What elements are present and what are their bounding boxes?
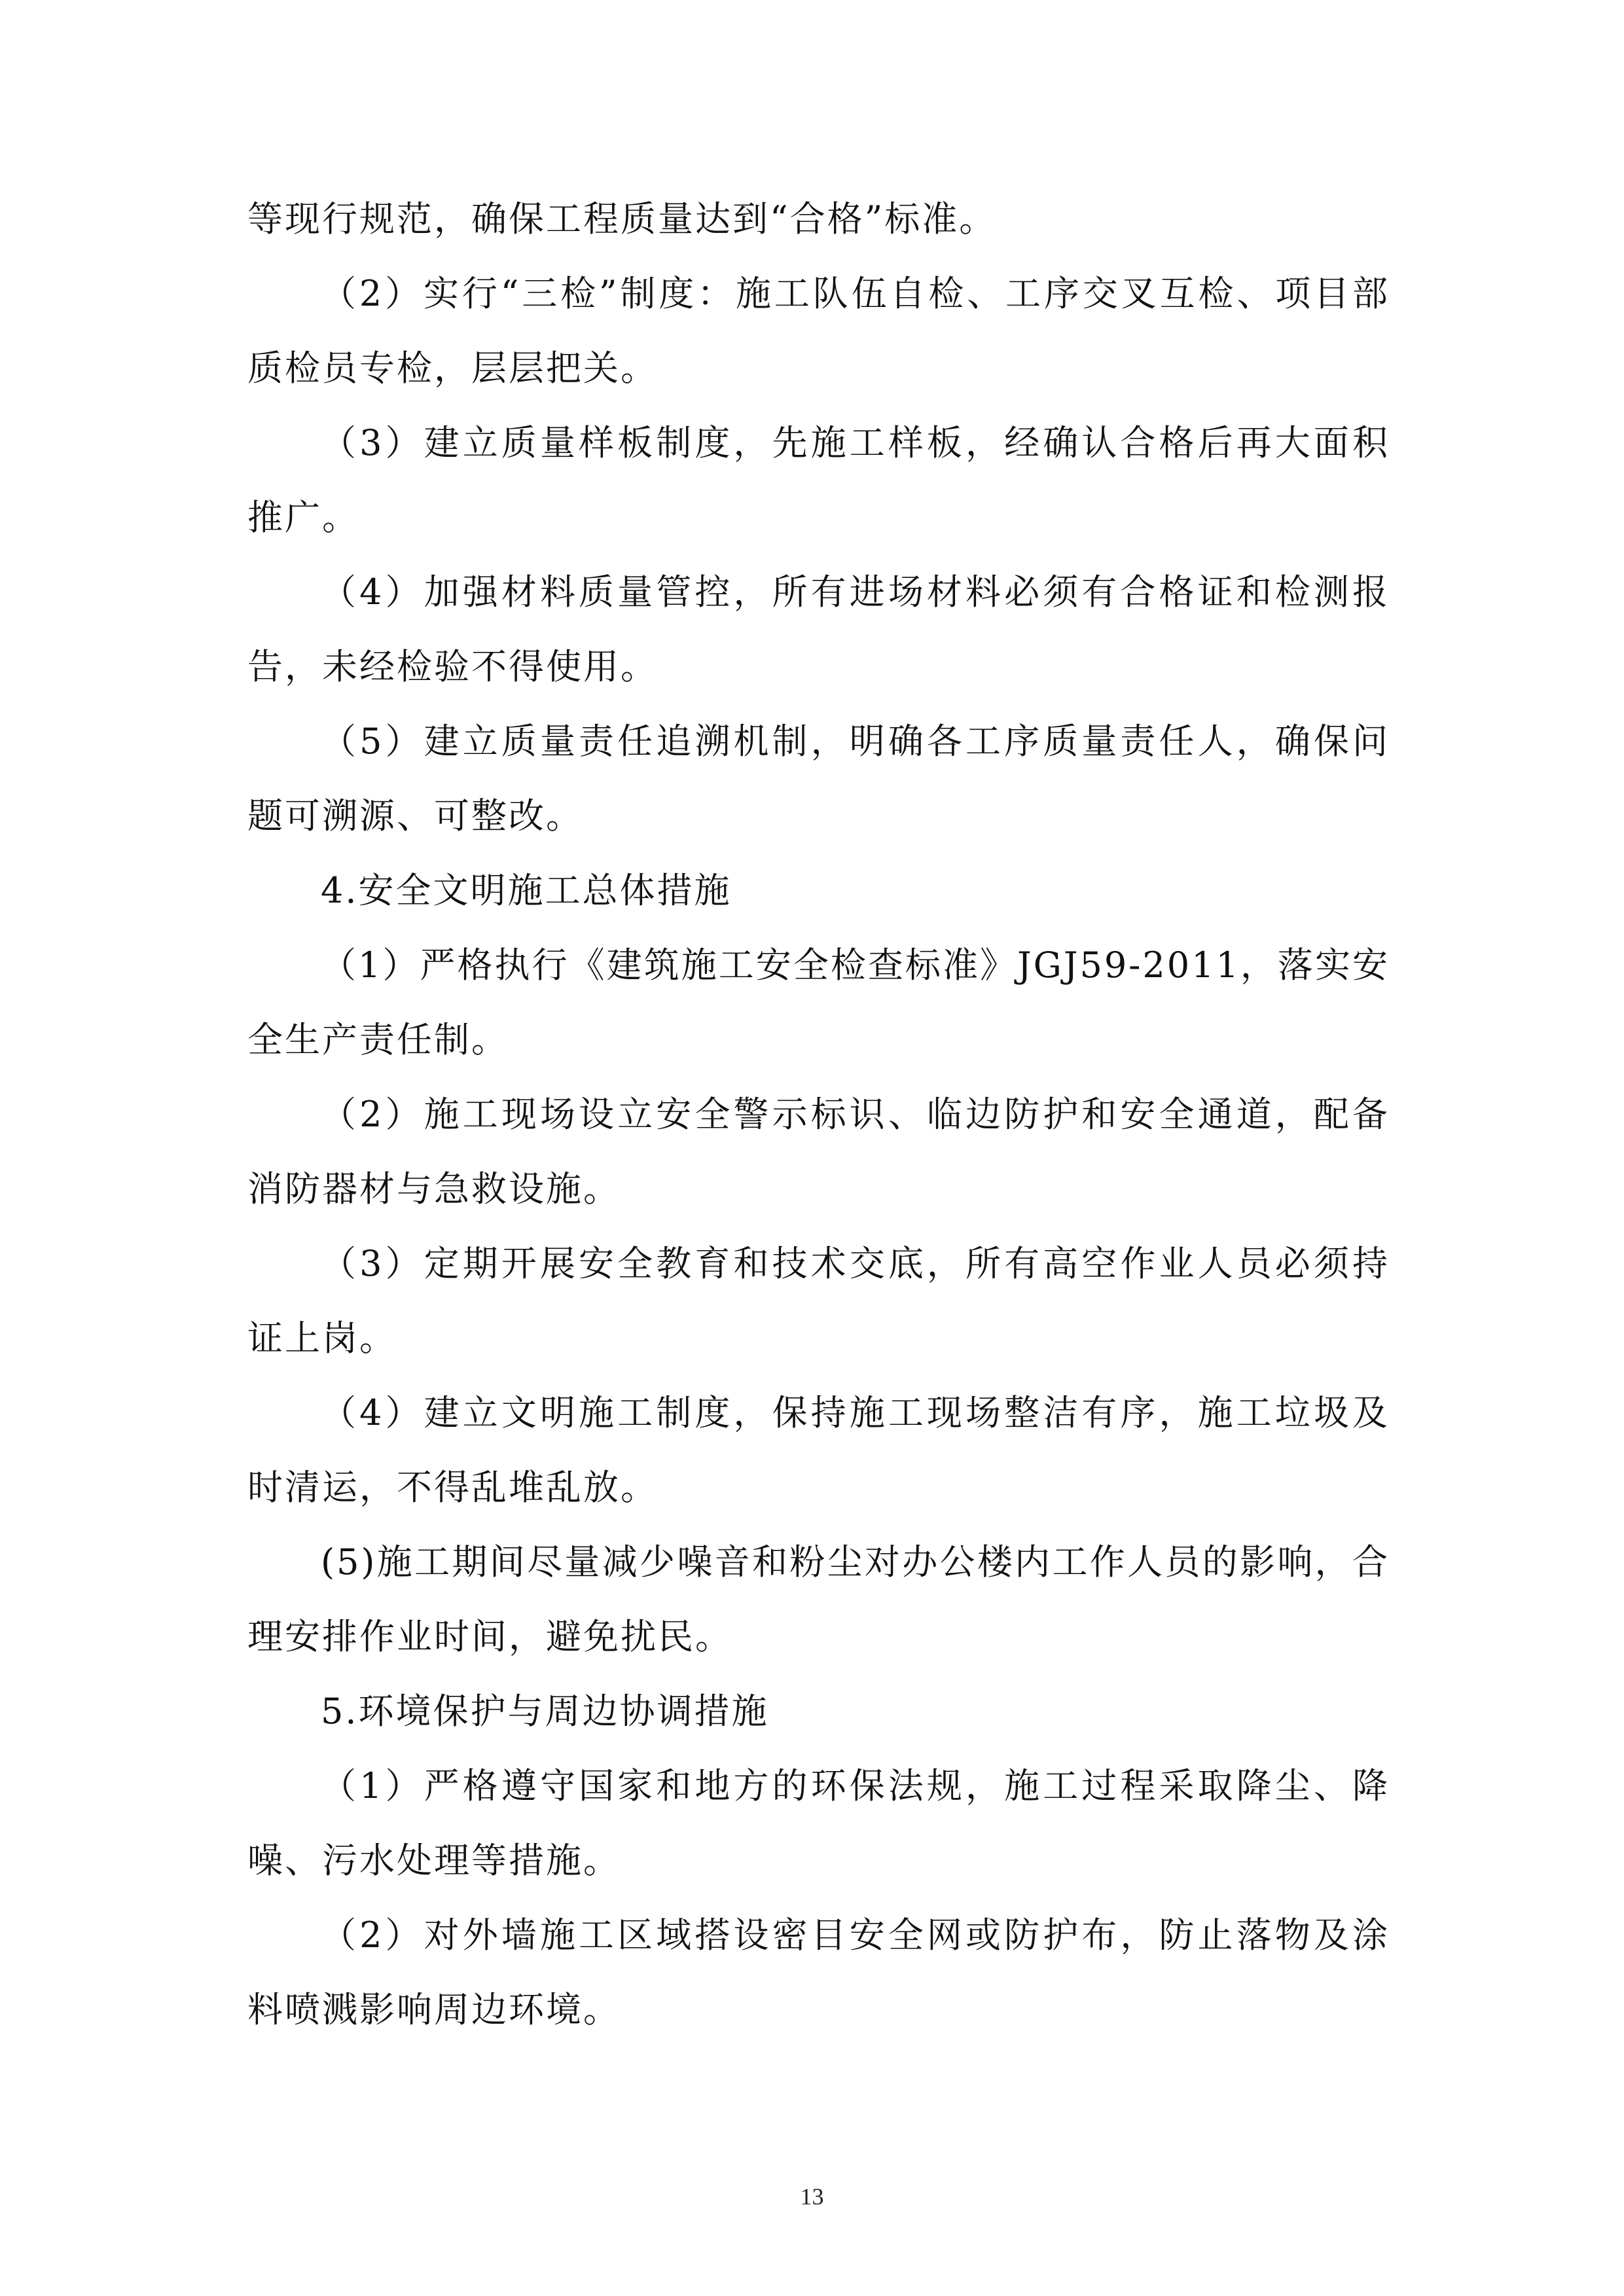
page-number: 13 [800,2183,824,2210]
paragraph-quality-item-4: （4）加强材料质量管控，所有进场材料必须有合格证和检测报告，未经检验不得使用。 [247,571,1390,687]
paragraph-safety-item-3: （3）定期开展安全教育和技术交底，所有高空作业人员必须持证上岗。 [247,1243,1390,1359]
paragraph-quality-item-2: （2）实行“三检”制度：施工队伍自检、工序交叉互检、项目部质检员专检，层层把关。 [247,273,1390,389]
paragraph-safety-item-4: （4）建立文明施工制度，保持施工现场整洁有序，施工垃圾及时清运，不得乱堆乱放。 [247,1392,1390,1508]
paragraph-quality-item-5: （5）建立质量责任追溯机制，明确各工序质量责任人，确保问题可溯源、可整改。 [247,721,1390,836]
section-heading-environment: 5.环境保护与周边协调措施 [321,1691,769,1732]
paragraph-safety-item-5: (5)施工期间尽量减少噪音和粉尘对办公楼内工作人员的影响，合理安排作业时间，避免扰民。 [247,1541,1390,1657]
paragraph-continuation: 等现行规范，确保工程质量达到“合格”标准。 [247,198,997,240]
paragraph-safety-item-2: （2）施工现场设立安全警示标识、临边防护和安全通道，配备消防器材与急救设施。 [247,1094,1390,1210]
paragraph-environment-item-1: （1）严格遵守国家和地方的环保法规，施工过程采取降尘、降噪、污水处理等措施。 [247,1765,1390,1881]
paragraph-safety-item-1: （1）严格执行《建筑施工安全检查标准》JGJ59-2011，落实安全生产责任制。 [247,944,1390,1060]
paragraph-quality-item-3: （3）建立质量样板制度，先施工样板，经确认合格后再大面积推广。 [247,422,1390,538]
section-heading-safety: 4.安全文明施工总体措施 [321,870,732,911]
document-body [247,182,1390,2047]
paragraph-environment-item-2: （2）对外墙施工区域搭设密目安全网或防护布，防止落物及涂料喷溅影响周边环境。 [247,1914,1390,2030]
